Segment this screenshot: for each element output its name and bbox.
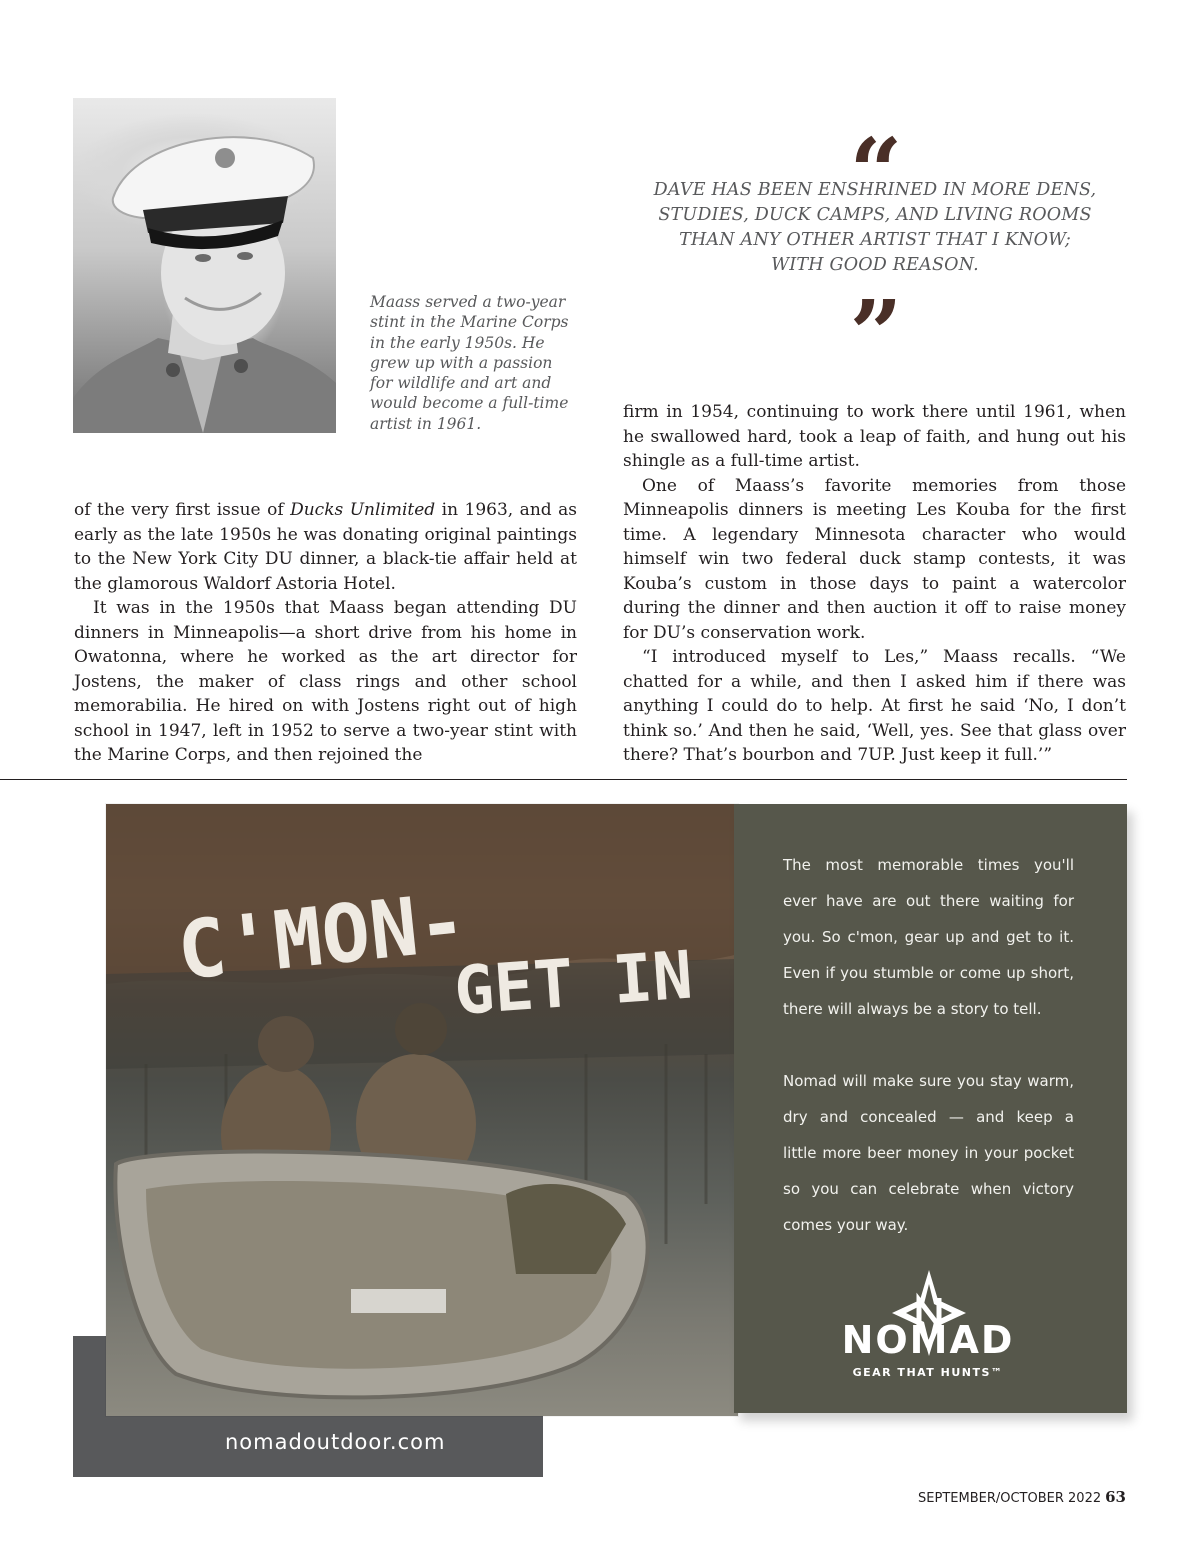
- article-right-column: [623, 400, 1126, 768]
- ad-copy-line: little more beer money in your pocket: [783, 1144, 1074, 1162]
- ad-copy-paragraph-2: [783, 1063, 1074, 1243]
- text-run: in 1963, and as early as the late 1950s he was donating original paintings to the New York City DU dinner, a black-tie affair held at the glamorous Waldorf Astoria Hotel.: [74, 500, 577, 594]
- text-run: of the very first issue of: [74, 500, 291, 520]
- ad-copy-line: so you can celebrate when victory: [783, 1180, 1074, 1198]
- page-folio: [918, 1488, 1126, 1506]
- pull-quote: DAVE HAS BEEN ENSHRINED IN MORE DENS, STUDIES, DUCK CAMPS, AND LIVING ROOMS THAN ANY OTHER ARTIST THAT I KNOW; WITH GOOD REASON.: [653, 180, 1097, 275]
- ad-copy-line: you. So c'mon, gear up and get to it.: [783, 928, 1074, 946]
- marine-portrait-photo: [73, 98, 336, 433]
- photo-caption: Maass served a two-year stint in the Marine Corps in the early 1950s. He grew up with a passion for wildlife and art and would become a full-time artist in 1961.: [370, 293, 569, 433]
- article-paragraph: [74, 498, 577, 596]
- ad-headline-2: GET IN: [451, 936, 695, 1030]
- ad-copy-line: Even if you stumble or come up short,: [783, 964, 1074, 982]
- ad-copy-line: dry and concealed — and keep a: [783, 1108, 1074, 1126]
- nomad-wordmark: NOMAD: [841, 1318, 1015, 1362]
- issue-date: SEPTEMBER/OCTOBER 2022: [918, 1491, 1102, 1506]
- close-quote-mark: ”: [849, 280, 903, 388]
- ad-copy-line: there will always be a story to tell.: [783, 1000, 1042, 1018]
- ad-copy-line: comes your way.: [783, 1216, 909, 1234]
- page-number: 63: [1105, 1488, 1126, 1506]
- ad-hunters-photo: [106, 804, 738, 1416]
- ad-copy-line: ever have are out there waiting for: [783, 892, 1074, 910]
- article-paragraph: It was in the 1950s that Maass began attending DU dinners in Minneapolis—a short drive from his home in Owatonna, where he worked as the art director for Jostens, the maker of class rings and other school memorabilia. He hired on with Jostens right out of high school in 1947, left in 1952 to serve a two-year stint with the Marine Corps, and then rejoined the: [74, 598, 577, 765]
- ad-url-link[interactable]: nomadoutdoor.com: [225, 1430, 446, 1454]
- nomad-tagline: GEAR THAT HUNTS™: [852, 1366, 1004, 1379]
- section-divider: [0, 779, 1127, 780]
- ad-copy-line: The most memorable times you'll: [783, 856, 1074, 874]
- ad-copy-paragraph-1: [783, 847, 1074, 1027]
- article-paragraph: One of Maass’s favorite memories from those Minneapolis dinners is meeting Les Kouba for the first time. A legendary Minnesota character who would himself win two federal duck stamp contests, it was Kouba’s custom in those days to paint a watercolor during the dinner and then auction it off to raise money for DU’s conservation work.: [623, 475, 1126, 643]
- magazine-title: Ducks Unlimited: [290, 500, 436, 520]
- article-paragraph: “I introduced myself to Les,” Maass recalls. “We chatted for a while, and then I asked him if there was anything I could do to help. At first he said ‘No, I don’t think so.’ And then he said, ‘Well, yes. See that glass over there? That’s bourbon and 7UP. Just keep it full.’”: [623, 647, 1126, 765]
- article-left-column: [74, 498, 577, 768]
- ad-headline-1: C'MON-: [173, 875, 471, 998]
- open-quote-mark: “: [849, 118, 903, 226]
- article-paragraph: firm in 1954, continuing to work there until 1961, when he swallowed hard, took a leap of faith, and hung out his shingle as a full-time artist.: [623, 402, 1126, 471]
- ad-copy-line: Nomad will make sure you stay warm,: [783, 1072, 1074, 1090]
